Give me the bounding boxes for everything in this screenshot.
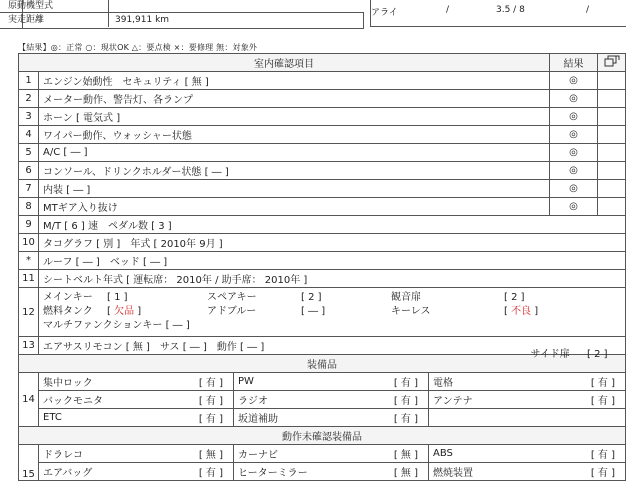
unverified-item	[429, 445, 625, 462]
mileage-value: 391,911 km	[109, 12, 364, 29]
transmission-row	[19, 216, 626, 234]
unverified-item	[39, 463, 234, 480]
blank-cell	[598, 72, 626, 90]
spare-key-value: [ 2 ]	[301, 292, 322, 303]
spare-key-label: スペアキー	[207, 292, 257, 303]
equip-value: [ 有 ]	[590, 378, 615, 389]
roof-bed-info: ルーフ [ ― ] ベッド [ ― ]	[39, 252, 626, 270]
sheet-header-row	[19, 54, 626, 72]
adblue-label: アドブルー	[207, 306, 257, 317]
equip-name: PW	[238, 376, 254, 387]
alignment-label: アライ	[371, 8, 398, 18]
check-item: エンジン始動性 セキュリティ [ 無 ]	[39, 72, 550, 90]
check-result: ◎	[550, 198, 598, 216]
rear-door-label: 観音扉	[391, 292, 421, 303]
equip-value: [ 有 ]	[393, 414, 418, 425]
engine-type-label: 原動機型式	[0, 0, 109, 13]
check-item: メーター動作、警告灯、各ランプ	[39, 90, 550, 108]
main-key-label: メインキー	[43, 292, 93, 303]
unverified-item	[429, 463, 625, 480]
blank-cell	[598, 126, 626, 144]
equip-value: [ 有 ]	[393, 396, 418, 407]
seatbelt-row	[19, 270, 626, 288]
bracket-open: [	[107, 306, 111, 317]
row-number: 8	[19, 198, 39, 216]
blank-cell	[598, 180, 626, 198]
blank-cell	[598, 198, 626, 216]
row-number: 11	[19, 270, 39, 288]
tachograph-row	[19, 234, 626, 252]
equip-value: [ 有 ]	[590, 396, 615, 407]
check-item: 内装 [ ― ]	[39, 180, 550, 198]
unverified-name: エアバッグ	[43, 468, 93, 479]
check-item: ワイパー動作、ウォッシャー状態	[39, 126, 550, 144]
copy-icon[interactable]	[604, 55, 620, 67]
result-legend: 【結果】◎：正常 ○：現状OK △：要点検 ×：要修理 無：対象外	[18, 43, 258, 52]
check-row-5	[19, 144, 626, 162]
equip-item	[234, 391, 429, 408]
row-number: 15	[19, 445, 39, 481]
equip-item	[429, 391, 625, 408]
unverified-row-1	[19, 445, 626, 463]
equipment-row-1	[19, 373, 626, 391]
interior-check-title: 室内確認項目	[19, 54, 550, 72]
equipment-row-3	[19, 409, 626, 427]
row-number: 4	[19, 126, 39, 144]
equip-value: [ 有 ]	[198, 414, 223, 425]
blank-cell	[598, 144, 626, 162]
transmission-info: M/T [ 6 ] 速 ペダル数 [ 3 ]	[39, 216, 626, 234]
keys-line-2	[43, 305, 621, 319]
tachograph-info: タコグラフ [ 別 ] 年式 [ 2010年 9月 ]	[39, 234, 626, 252]
equip-item	[429, 409, 625, 426]
equip-value: [ 有 ]	[198, 378, 223, 389]
check-item: MTギア入り抜け	[39, 198, 550, 216]
keys-line-1	[43, 291, 621, 305]
row-number: 3	[19, 108, 39, 126]
check-result: ◎	[550, 144, 598, 162]
check-item: A/C [ ― ]	[39, 144, 550, 162]
check-row-8	[19, 198, 626, 216]
top-info-strip	[0, 0, 640, 34]
check-row-7	[19, 180, 626, 198]
equipment-title: 装備品	[19, 355, 626, 373]
row-number: 5	[19, 144, 39, 162]
seatbelt-info: シートベルト年式 [ 運転席： 2010年 / 助手席： 2010年 ]	[39, 270, 626, 288]
check-row-2	[19, 90, 626, 108]
unverified-item	[234, 463, 429, 480]
mileage-label: 実走距離	[0, 13, 109, 27]
unverified-value: [ 無 ]	[198, 450, 223, 461]
keyless-value	[504, 305, 562, 319]
unverified-row-2	[19, 463, 626, 481]
row-number: 12	[19, 288, 39, 337]
check-result: ◎	[550, 90, 598, 108]
check-row-4	[19, 126, 626, 144]
adblue-value: [ ― ]	[301, 306, 326, 317]
bracket-close: ]	[137, 306, 142, 317]
equip-name: ラジオ	[238, 396, 268, 407]
check-row-1	[19, 72, 626, 90]
unverified-name: ヒーターミラー	[238, 468, 308, 479]
equip-item	[429, 373, 625, 390]
check-result: ◎	[550, 126, 598, 144]
keyless-label: キーレス	[391, 306, 431, 317]
air-suspension-info: エアサスリモコン [ 無 ] サス [ ― ] 動作 [ ― ]	[39, 337, 626, 355]
fuel-tank-value	[107, 305, 207, 319]
check-result: ◎	[550, 72, 598, 90]
fuel-tank-label: 燃料タンク	[43, 306, 93, 317]
equip-name: 坂道補助	[238, 414, 278, 425]
equipment-cells	[39, 409, 626, 427]
unverified-value: [ 有 ]	[198, 468, 223, 479]
equip-value: [ 有 ]	[198, 396, 223, 407]
equip-name: バックモニタ	[43, 396, 103, 407]
unverified-title: 動作未確認装備品	[19, 427, 626, 445]
unverified-name: ABS	[433, 448, 453, 459]
bracket-close: ]	[534, 306, 539, 317]
check-result: ◎	[550, 180, 598, 198]
check-item: ホーン [ 電気式 ]	[39, 108, 550, 126]
equipment-cells	[39, 391, 626, 409]
equip-item	[39, 409, 234, 426]
unverified-value: [ 無 ]	[393, 468, 418, 479]
keyless-status: 不良	[511, 306, 532, 317]
check-row-3	[19, 108, 626, 126]
inspection-sheet	[18, 53, 626, 481]
row-number: 1	[19, 72, 39, 90]
row-number: 9	[19, 216, 39, 234]
alignment-slash-2: /	[586, 5, 590, 15]
equipment-row-2	[19, 391, 626, 409]
row-number: 7	[19, 180, 39, 198]
equip-item	[234, 373, 429, 390]
main-key-value: [ 1 ]	[107, 292, 128, 303]
row-number: 10	[19, 234, 39, 252]
check-result: ◎	[550, 162, 598, 180]
keys-info: メインキー [ 1 ] スペアキー [ 2 ] 観音扉 [ 2 ] サイド扉 [ 2 ] 燃料タンク [ 欠品 ] アドブルー [ ― ] キーレス [ 不良 ] マルチファンクションキー [ ― ]	[39, 288, 626, 337]
unverified-value: [ 有 ]	[590, 450, 615, 461]
blank-cell	[598, 162, 626, 180]
equip-name: 電格	[433, 378, 453, 389]
row-number: 13	[19, 337, 39, 355]
row-number: 14	[19, 373, 39, 427]
unverified-value: [ 有 ]	[590, 468, 615, 479]
row-number: 6	[19, 162, 39, 180]
unverified-item	[39, 445, 234, 462]
fuel-tank-status: 欠品	[114, 306, 135, 317]
unverified-value: [ 無 ]	[393, 450, 418, 461]
unverified-cells	[39, 445, 626, 463]
alignment-value: 3.5 / 8	[496, 5, 525, 15]
unverified-name: ドラレコ	[43, 450, 83, 461]
unverified-cells	[39, 463, 626, 481]
equip-item	[234, 409, 429, 426]
unverified-name: カーナビ	[238, 450, 278, 461]
check-item: コンソール、ドリンクホルダー状態 [ ― ]	[39, 162, 550, 180]
alignment-slash-1: /	[446, 5, 450, 15]
equip-item	[39, 391, 234, 408]
equip-name: 集中ロック	[43, 378, 93, 389]
equip-name: ETC	[43, 412, 62, 423]
row-number: *	[19, 252, 39, 270]
equip-value: [ 有 ]	[393, 378, 418, 389]
blank-cell	[598, 108, 626, 126]
row-number: 2	[19, 90, 39, 108]
rear-door-value: [ 2 ]	[504, 292, 525, 303]
check-result: ◎	[550, 108, 598, 126]
roof-bed-row	[19, 252, 626, 270]
multifunction-key: マルチファンクションキー [ ― ]	[43, 320, 190, 331]
blank-cell	[598, 90, 626, 108]
alignment-box	[370, 0, 626, 27]
equipment-cells	[39, 373, 626, 391]
bracket-open: [	[504, 306, 508, 317]
keys-row	[19, 288, 626, 337]
check-row-6	[19, 162, 626, 180]
unverified-item	[234, 445, 429, 462]
equip-item	[39, 373, 234, 390]
unverified-name: 燃焼装置	[433, 468, 473, 479]
top-divider	[0, 28, 358, 29]
copy-icon-cell[interactable]	[598, 54, 626, 72]
result-column-header: 結果	[550, 54, 598, 72]
equip-name: アンテナ	[433, 396, 473, 407]
unverified-header-row	[19, 427, 626, 445]
